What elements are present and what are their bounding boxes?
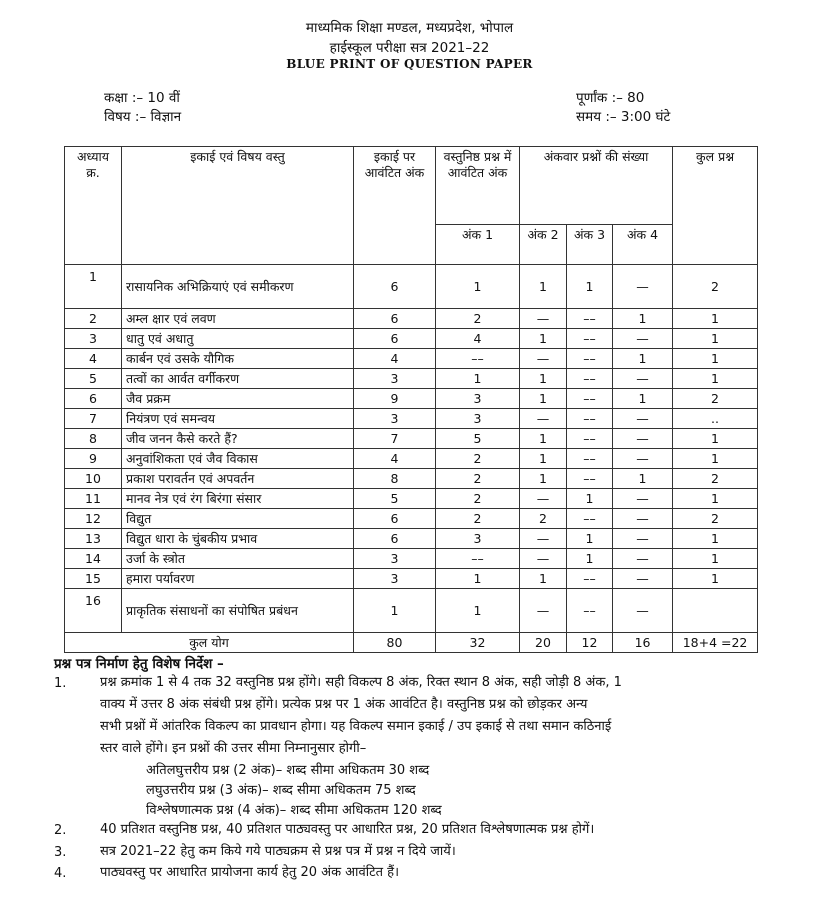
cell-a3: –– (567, 449, 613, 469)
cell-obj: 1 (436, 265, 520, 309)
header-unit-marks: इकाई पर आवंटित अंक (354, 147, 436, 265)
table-body (65, 265, 758, 653)
note-1-line-3: सभी प्रश्नों में आंतरिक विकल्प का प्रावधान होगा। यह विकल्प समान इकाई / उप इकाई से तथा समान कठिनाई (100, 719, 612, 734)
cell-obj: 1 (436, 569, 520, 589)
cell-obj: 5 (436, 429, 520, 449)
cell-unit: जीव जनन कैसे करते हैं? (122, 429, 354, 449)
cell-no: 14 (65, 549, 122, 569)
cell-obj: 4 (436, 329, 520, 349)
cell-unit: उर्जा के स्त्रोत (122, 549, 354, 569)
cell-marks: 3 (354, 369, 436, 389)
cell-total: 1 (673, 489, 758, 509)
header-chapter-no: अध्याय क्र. (65, 147, 122, 265)
table-row (65, 369, 758, 389)
cell-unit: जैव प्रक्रम (122, 389, 354, 409)
cell-a4: 1 (613, 309, 673, 329)
cell-a4: — (613, 429, 673, 449)
cell-a3: –– (567, 569, 613, 589)
cell-no: 3 (65, 329, 122, 349)
cell-a4: — (613, 369, 673, 389)
cell-no: 10 (65, 469, 122, 489)
cell-no: 9 (65, 449, 122, 469)
cell-no: 11 (65, 489, 122, 509)
cell-no: 4 (65, 349, 122, 369)
cell-marks: 4 (354, 349, 436, 369)
subheader-marks-1: अंक 1 (436, 225, 520, 265)
note-1-line-2: वाक्य में उत्तर 8 अंक संबंधी प्रश्न होंगे। प्रत्येक प्रश्न पर 1 अंक आवंटित है। वस्तुनिष्ठ प्रश्न को छोड़कर अन्य (100, 697, 588, 712)
cell-a3: –– (567, 349, 613, 369)
cell-marks: 4 (354, 449, 436, 469)
cell-a2: — (520, 309, 567, 329)
cell-a2: 1 (520, 469, 567, 489)
cell-obj: 3 (436, 389, 520, 409)
cell-no: 6 (65, 389, 122, 409)
cell-no: 1 (65, 265, 122, 309)
cell-marks: 6 (354, 309, 436, 329)
note-2-number: 2. (54, 823, 67, 838)
cell-marks: 7 (354, 429, 436, 449)
cell-unit: विद्युत धारा के चुंबकीय प्रभाव (122, 529, 354, 549)
cell-unit: प्राकृतिक संसाधनों का संपोषित प्रबंधन (122, 589, 354, 633)
cell-no: 12 (65, 509, 122, 529)
cell-total: 1 (673, 569, 758, 589)
cell-obj: 2 (436, 449, 520, 469)
cell-a4: 1 (613, 349, 673, 369)
cell-a4: 1 (613, 389, 673, 409)
note-2-text: 40 प्रतिशत वस्तुनिष्ठ प्रश्न, 40 प्रतिशत पाठ्यवस्तु पर आधारित प्रश्न, 20 प्रतिशत विश्लेषणात्मक प्रश्न होगें। (100, 822, 595, 837)
cell-no: 8 (65, 429, 122, 449)
cell-a2: 1 (520, 265, 567, 309)
table-row (65, 429, 758, 449)
exam-session: हाईस्कूल परीक्षा सत्र 2021–22 (329, 40, 490, 56)
cell-a2: 1 (520, 369, 567, 389)
cell-marks: 1 (354, 589, 436, 633)
cell-a4: 1 (613, 469, 673, 489)
note-1-number: 1. (54, 676, 67, 691)
cell-no: 5 (65, 369, 122, 389)
cell-unit: कार्बन एवं उसके यौगिक (122, 349, 354, 369)
cell-marks: 3 (354, 409, 436, 429)
cell-a2: 2 (520, 509, 567, 529)
cell-a3: 1 (567, 489, 613, 509)
note-3-number: 3. (54, 845, 67, 860)
cell-total: 2 (673, 469, 758, 489)
cell-no: 2 (65, 309, 122, 329)
table-row (65, 409, 758, 429)
table-row (65, 509, 758, 529)
note-1-line-4: स्तर वाले होंगे। इन प्रश्नों की उत्तर सीमा निम्नानुसार होगी– (100, 741, 367, 756)
cell-unit: हमारा पर्यावरण (122, 569, 354, 589)
cell-a2: — (520, 589, 567, 633)
cell-obj: 1 (436, 589, 520, 633)
cell-a2: 1 (520, 389, 567, 409)
cell-total: 2 (673, 265, 758, 309)
note-1-sub-2: लघुउत्तरीय प्रश्न (3 अंक)– शब्द सीमा अधिकतम 75 शब्द (146, 783, 416, 798)
cell-marks: 6 (354, 529, 436, 549)
cell-obj: 2 (436, 469, 520, 489)
table-row (65, 549, 758, 569)
cell-total: 1 (673, 449, 758, 469)
board-name: माध्यमिक शिक्षा मण्डल, मध्यप्रदेश, भोपाल (305, 20, 514, 36)
cell-a4: — (613, 529, 673, 549)
cell-a3: 1 (567, 549, 613, 569)
table-row (65, 469, 758, 489)
cell-marks: 5 (354, 489, 436, 509)
cell-a2: — (520, 489, 567, 509)
cell-a3: –– (567, 409, 613, 429)
cell-obj: –– (436, 349, 520, 369)
cell-a2: 1 (520, 449, 567, 469)
footer-label: कुल योग (65, 633, 354, 653)
cell-a2: 1 (520, 569, 567, 589)
cell-marks: 8 (354, 469, 436, 489)
cell-total: 1 (673, 349, 758, 369)
cell-unit: रासायनिक अभिक्रियाएं एवं समीकरण (122, 265, 354, 309)
cell-unit: विद्युत (122, 509, 354, 529)
cell-a3: –– (567, 329, 613, 349)
cell-a3: 1 (567, 529, 613, 549)
footer-a3: 12 (567, 633, 613, 653)
table-row (65, 309, 758, 329)
cell-no: 16 (65, 589, 122, 633)
cell-a3: 1 (567, 265, 613, 309)
cell-obj: 3 (436, 529, 520, 549)
cell-a4: — (613, 409, 673, 429)
cell-a3: –– (567, 429, 613, 449)
cell-obj: –– (436, 549, 520, 569)
subject-label: विषय :– विज्ञान (104, 109, 182, 125)
cell-unit: नियंत्रण एवं समन्वय (122, 409, 354, 429)
cell-a3: –– (567, 509, 613, 529)
table-row (65, 489, 758, 509)
cell-unit: धातु एवं अधातु (122, 329, 354, 349)
footer-total: 18+4 =22 (673, 633, 758, 653)
cell-obj: 2 (436, 489, 520, 509)
cell-unit: प्रकाश परावर्तन एवं अपवर्तन (122, 469, 354, 489)
table-header-row (65, 147, 758, 225)
cell-a4: — (613, 449, 673, 469)
cell-total: 1 (673, 429, 758, 449)
table-row (65, 349, 758, 369)
note-4-text: पाठ्यवस्तु पर आधारित प्रायोजना कार्य हेतु 20 अंक आवंटित हैं। (100, 865, 399, 880)
cell-unit: मानव नेत्र एवं रंग बिरंगा संसार (122, 489, 354, 509)
cell-a4: — (613, 549, 673, 569)
note-3-text: सत्र 2021–22 हेतु कम किये गये पाठ्यक्रम से प्रश्न पत्र में प्रश्न न दिये जायें। (100, 844, 456, 859)
note-1-sub-1: अतिलघुत्तरीय प्रश्न (2 अंक)– शब्द सीमा अधिकतम 30 शब्द (146, 763, 430, 778)
subheader-marks-2: अंक 2 (520, 225, 567, 265)
cell-total: 1 (673, 529, 758, 549)
cell-no: 7 (65, 409, 122, 429)
table-row (65, 589, 758, 633)
cell-a4: — (613, 489, 673, 509)
footer-obj: 32 (436, 633, 520, 653)
cell-a3: –– (567, 369, 613, 389)
footer-a4: 16 (613, 633, 673, 653)
cell-total: 1 (673, 369, 758, 389)
table-row (65, 529, 758, 549)
cell-a4: — (613, 265, 673, 309)
cell-total: 1 (673, 329, 758, 349)
table-row (65, 389, 758, 409)
subheader-marks-3: अंक 3 (567, 225, 613, 265)
blueprint-table (64, 146, 758, 653)
class-label: कक्षा :– 10 वीं (104, 90, 180, 106)
cell-a2: — (520, 549, 567, 569)
header-unit: इकाई एवं विषय वस्तु (122, 147, 354, 265)
cell-a2: 1 (520, 329, 567, 349)
cell-total: .. (673, 409, 758, 429)
cell-unit: अम्ल क्षार एवं लवण (122, 309, 354, 329)
cell-marks: 6 (354, 509, 436, 529)
cell-marks: 6 (354, 329, 436, 349)
cell-a2: — (520, 349, 567, 369)
cell-a4: — (613, 509, 673, 529)
cell-total: 2 (673, 389, 758, 409)
cell-marks: 3 (354, 549, 436, 569)
cell-a2: 1 (520, 429, 567, 449)
cell-a4: — (613, 329, 673, 349)
cell-a3: –– (567, 309, 613, 329)
cell-total: 1 (673, 309, 758, 329)
footer-marks: 80 (354, 633, 436, 653)
note-1-line-1: प्रश्न क्रमांक 1 से 4 तक 32 वस्तुनिष्ठ प्रश्न होंगे। सही विकल्प 8 अंक, रिक्त स्थान 8 अंक, सही जोड़ी 8 अंक, 1 (100, 675, 622, 690)
document-title: BLUE PRINT OF QUESTION PAPER (286, 57, 533, 71)
table-row (65, 329, 758, 349)
notes-title: प्रश्न पत्र निर्माण हेतु विशेष निर्देश – (54, 656, 224, 672)
cell-unit: तत्वों का आर्वत वर्गीकरण (122, 369, 354, 389)
cell-a2: — (520, 529, 567, 549)
total-marks-label: पूर्णांक :– 80 (576, 90, 645, 106)
cell-marks: 9 (354, 389, 436, 409)
table-row (65, 265, 758, 309)
header-question-count: अंकवार प्रश्नों की संख्या (520, 147, 673, 225)
cell-total (673, 589, 758, 633)
subheader-marks-4: अंक 4 (613, 225, 673, 265)
cell-no: 15 (65, 569, 122, 589)
cell-marks: 6 (354, 265, 436, 309)
time-label: समय :– 3:00 घंटे (576, 109, 671, 125)
header-objective-marks: वस्तुनिष्ठ प्रश्न में आवंटित अंक (436, 147, 520, 225)
footer-a2: 20 (520, 633, 567, 653)
cell-a4: — (613, 589, 673, 633)
cell-total: 2 (673, 509, 758, 529)
cell-a3: –– (567, 589, 613, 633)
table-row (65, 449, 758, 469)
cell-a4: — (613, 569, 673, 589)
cell-obj: 2 (436, 509, 520, 529)
cell-no: 13 (65, 529, 122, 549)
cell-a2: — (520, 409, 567, 429)
table-row (65, 569, 758, 589)
cell-a3: –– (567, 469, 613, 489)
note-1-sub-3: विश्लेषणात्मक प्रश्न (4 अंक)– शब्द सीमा अधिकतम 120 शब्द (146, 803, 442, 818)
cell-unit: अनुवांशिकता एवं जैव विकास (122, 449, 354, 469)
cell-a3: –– (567, 389, 613, 409)
cell-obj: 2 (436, 309, 520, 329)
cell-obj: 3 (436, 409, 520, 429)
table-footer-row (65, 633, 758, 653)
cell-obj: 1 (436, 369, 520, 389)
note-4-number: 4. (54, 866, 67, 881)
cell-marks: 3 (354, 569, 436, 589)
header-total-questions: कुल प्रश्न (673, 147, 758, 265)
cell-total: 1 (673, 549, 758, 569)
